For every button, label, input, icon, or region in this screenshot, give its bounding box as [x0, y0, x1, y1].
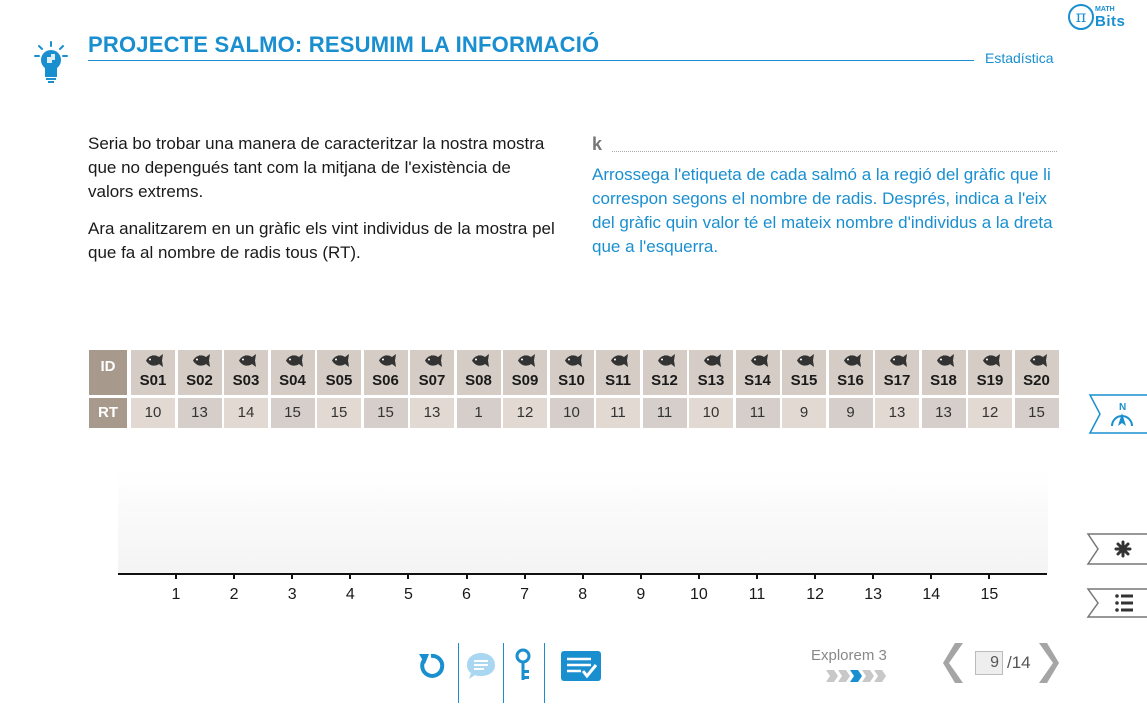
- speech-bubble-icon[interactable]: [465, 650, 497, 687]
- rt-value-cell: 13: [875, 398, 919, 428]
- pi-icon: π: [1068, 4, 1094, 30]
- salmon-id-cell[interactable]: [271, 350, 315, 395]
- menu-list-tab-button[interactable]: [1086, 588, 1147, 618]
- page-title: PROJECTE SALMO: RESUMIM LA INFORMACIÓ: [88, 32, 600, 57]
- axis-tick-label[interactable]: 2: [229, 586, 239, 603]
- rt-value-cell: 11: [736, 398, 780, 428]
- axis-tick-label[interactable]: 10: [689, 586, 708, 603]
- axis-tick-label[interactable]: 12: [806, 586, 824, 603]
- axis-tick: [233, 573, 235, 579]
- axis-tick-label[interactable]: 5: [403, 586, 413, 603]
- salmon-id-label: S04: [279, 372, 306, 389]
- subject-label: Estadística: [985, 50, 1054, 66]
- fish-icon: [237, 354, 257, 372]
- compass-tab-button[interactable]: [1086, 393, 1147, 435]
- rt-value-cell: 13: [178, 398, 222, 428]
- toolbar-separator: [544, 643, 545, 703]
- fish-icon: [795, 354, 815, 372]
- axis-tick: [175, 573, 177, 579]
- salmon-id-label: S01: [139, 372, 167, 389]
- salmon-id-cell[interactable]: [178, 350, 222, 395]
- axis-tick: [698, 573, 700, 579]
- rt-value-cell: 14: [224, 398, 268, 428]
- rt-value-cell: 10: [550, 398, 594, 428]
- salmon-id-label: S08: [465, 372, 492, 389]
- axis-tick: [988, 573, 990, 579]
- reload-icon[interactable]: [415, 650, 447, 687]
- toolbar-separator: [503, 643, 504, 703]
- fish-icon: [609, 354, 629, 372]
- salmon-id-cell[interactable]: [410, 350, 454, 395]
- axis-tick-label[interactable]: 11: [748, 586, 766, 603]
- logo-bottom-text: Bits: [1095, 13, 1126, 30]
- salmon-id-cell[interactable]: [1015, 350, 1059, 395]
- rt-value-cell: 13: [410, 398, 454, 428]
- fish-icon: [516, 354, 536, 372]
- axis-tick: [640, 573, 642, 579]
- mathbits-logo: [1068, 4, 1138, 30]
- axis-tick-label[interactable]: 3: [287, 586, 297, 603]
- axis-tick: [872, 573, 874, 579]
- axis-tick: [930, 573, 932, 579]
- salmon-id-cell[interactable]: [829, 350, 873, 395]
- fish-icon: [377, 354, 397, 372]
- salmon-id-cell[interactable]: [550, 350, 594, 395]
- fish-icon: [284, 354, 304, 372]
- axis-tick: [756, 573, 758, 579]
- salmon-id-cell[interactable]: [224, 350, 268, 395]
- rt-value-cell: 11: [596, 398, 640, 428]
- salmon-id-label: S12: [651, 372, 678, 389]
- salmon-id-label: S02: [186, 372, 213, 389]
- rt-value-cell: 9: [782, 398, 826, 428]
- fish-icon: [470, 354, 490, 372]
- rt-value-cell: 15: [271, 398, 315, 428]
- salmon-id-label: S03: [232, 372, 260, 389]
- rt-value-cell: 12: [503, 398, 547, 428]
- axis-tick-label[interactable]: 15: [980, 586, 999, 603]
- fish-icon: [749, 354, 769, 372]
- chart-drop-area[interactable]: [118, 470, 1048, 573]
- asterisk-tab-button[interactable]: [1086, 533, 1147, 565]
- rt-header-cell: RT: [89, 398, 127, 428]
- axis-tick: [814, 573, 816, 579]
- salmon-id-cell[interactable]: [131, 350, 175, 395]
- salmon-id-label: S13: [697, 372, 725, 389]
- axis-tick: [466, 573, 468, 579]
- rt-value-cell: 12: [968, 398, 1012, 428]
- salmon-id-cell[interactable]: [736, 350, 780, 395]
- title-underline: [88, 60, 974, 61]
- task-instruction: Arrossega l'etiqueta de cada salmó a la regió del gràfic que li correspon segons el nombre de radis. Després, indica a l'eix del gràfic quin valor té el mateix nombre d'individus a la dreta que a l'esquerra.: [592, 165, 1053, 256]
- salmon-id-label: S17: [883, 372, 911, 389]
- salmon-id-cell[interactable]: [643, 350, 687, 395]
- salmon-id-cell[interactable]: [596, 350, 640, 395]
- rt-value-cell: 15: [1015, 398, 1059, 428]
- axis-tick: [349, 573, 351, 579]
- page-number-input[interactable]: 9: [975, 651, 1003, 675]
- axis-tick: [524, 573, 526, 579]
- fish-icon: [981, 354, 1001, 372]
- salmon-id-label: S11: [605, 372, 631, 389]
- axis-tick-label[interactable]: 7: [520, 586, 530, 603]
- checklist-icon[interactable]: [561, 651, 601, 686]
- axis-tick-label[interactable]: 1: [171, 586, 181, 603]
- axis-tick-label[interactable]: 6: [462, 586, 471, 603]
- salmon-id-label: S15: [790, 372, 818, 389]
- salmon-id-label: S05: [325, 372, 353, 389]
- id-header-cell: ID: [89, 350, 127, 395]
- salmon-id-label: S18: [930, 372, 957, 389]
- salmon-id-cell[interactable]: [875, 350, 919, 395]
- salmon-id-label: S14: [744, 372, 771, 389]
- rt-value-cell: 15: [364, 398, 408, 428]
- rt-value-cell: 9: [829, 398, 873, 428]
- fish-icon: [656, 354, 676, 372]
- salmon-id-label: S20: [1023, 372, 1050, 389]
- rt-value-cell: 15: [317, 398, 361, 428]
- rt-value-cell: 11: [643, 398, 687, 428]
- toolbar-separator: [458, 643, 459, 703]
- intro-paragraph-2: Ara analitzarem en un gràfic els vint individus de la mostra pel que fa al nombre de radis tous (RT).: [88, 219, 555, 262]
- salmon-id-label: S09: [511, 372, 539, 389]
- fish-icon: [423, 354, 443, 372]
- rt-value-cell: 13: [922, 398, 966, 428]
- salmon-id-label: S16: [837, 372, 864, 389]
- axis-tick: [407, 573, 409, 579]
- lightbulb-puzzle-icon: [33, 40, 69, 84]
- salmon-id-cell[interactable]: [503, 350, 547, 395]
- salmon-id-cell[interactable]: [317, 350, 361, 395]
- salmon-id-label: S06: [372, 372, 399, 389]
- rt-value-cell: 10: [131, 398, 175, 428]
- fish-icon: [330, 354, 350, 372]
- section-progress-indicator: [826, 669, 886, 687]
- salmon-id-label: S10: [558, 372, 585, 389]
- axis-tick: [582, 573, 584, 579]
- axis-tick-label[interactable]: 14: [922, 586, 941, 603]
- axis-tick: [291, 573, 293, 579]
- section-name: Explorem 3: [811, 647, 887, 664]
- task-label: k: [592, 134, 603, 154]
- axis-tick-label[interactable]: 9: [636, 586, 646, 603]
- task-divider: [612, 151, 1057, 152]
- fish-icon: [191, 354, 211, 372]
- fish-icon: [144, 354, 164, 372]
- fish-icon: [935, 354, 955, 372]
- fish-icon: [842, 354, 862, 372]
- salmon-id-label: S07: [418, 372, 446, 389]
- axis-tick-label[interactable]: 13: [864, 586, 883, 603]
- key-icon[interactable]: [512, 648, 534, 687]
- logo-top-text: MATH: [1095, 6, 1115, 13]
- salmon-id-cell[interactable]: [364, 350, 408, 395]
- axis-tick-label[interactable]: 8: [578, 586, 588, 603]
- fish-icon: [702, 354, 722, 372]
- salmon-id-cell[interactable]: [968, 350, 1012, 395]
- salmon-id-label: S19: [976, 372, 1004, 389]
- salmon-id-cell[interactable]: [689, 350, 733, 395]
- compass-n-label: N: [1119, 402, 1127, 413]
- next-page-button[interactable]: [1037, 641, 1061, 690]
- salmon-id-cell[interactable]: [457, 350, 501, 395]
- page-total: /14: [1007, 653, 1031, 672]
- fish-icon: [563, 354, 583, 372]
- fish-icon: [1028, 354, 1048, 372]
- rt-value-cell: 10: [689, 398, 733, 428]
- salmon-id-cell[interactable]: [922, 350, 966, 395]
- rt-value-cell: 1: [457, 398, 501, 428]
- previous-page-button[interactable]: [941, 641, 965, 690]
- intro-paragraph-1: Seria bo trobar una manera de caracteritzar la nostra mostra que no depengués tant com la mitjana de l'existència de valors extrems.: [88, 134, 545, 201]
- salmon-id-cell[interactable]: [782, 350, 826, 395]
- axis-tick-label[interactable]: 4: [345, 586, 355, 603]
- fish-icon: [888, 354, 908, 372]
